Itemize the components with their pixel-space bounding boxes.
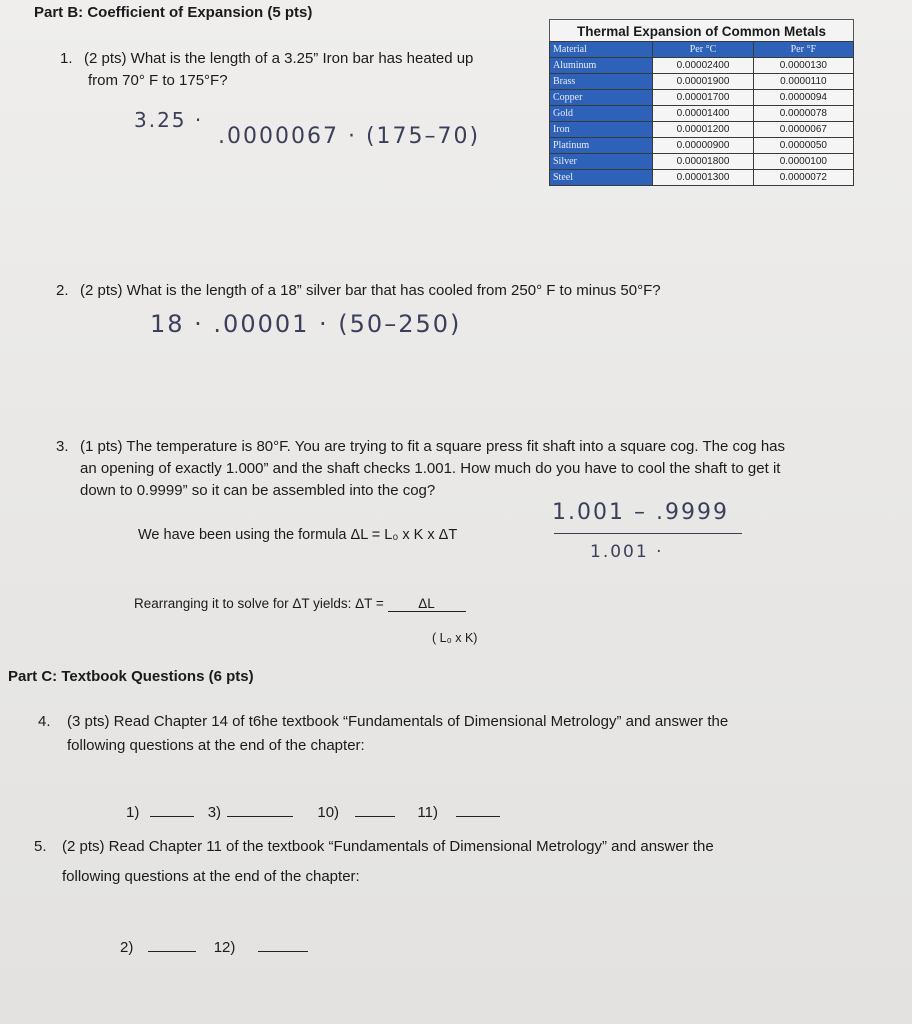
rearranging-denominator: ( L₀ x K) bbox=[432, 631, 478, 645]
table-row bbox=[550, 90, 854, 106]
handwriting-q1-length: 3.25 · bbox=[134, 108, 204, 132]
question-2 bbox=[56, 280, 661, 302]
table-title: Thermal Expansion of Common Metals bbox=[549, 19, 854, 41]
material-name: Iron bbox=[550, 122, 653, 138]
question-4-line1: (3 pts) Read Chapter 14 of t6he textbook “Fundamentals of Dimensional Metrology” and answer the bbox=[67, 713, 729, 730]
coef-per-c: 0.00001300 bbox=[653, 170, 753, 186]
table-header-row bbox=[550, 42, 854, 58]
question-5-line2: following questions at the end of the chapter: bbox=[62, 868, 360, 885]
coef-per-f: 0.0000100 bbox=[753, 154, 853, 170]
table-row bbox=[550, 138, 854, 154]
material-name: Silver bbox=[550, 154, 653, 170]
answer-blank-1[interactable] bbox=[150, 816, 194, 817]
coef-per-c: 0.00002400 bbox=[653, 58, 753, 74]
handwriting-q3-denominator: 1.001 · bbox=[590, 542, 664, 562]
rearranging-numerator: ΔL bbox=[418, 596, 435, 611]
coef-per-f: 0.0000110 bbox=[753, 74, 853, 90]
answer-label-1: 1) bbox=[126, 804, 140, 821]
header-per-c: Per °C bbox=[653, 42, 753, 58]
coef-per-f: 0.0000094 bbox=[753, 90, 853, 106]
thermal-expansion-table bbox=[549, 19, 854, 186]
part-b-heading: Part B: Coefficient of Expansion (5 pts) bbox=[34, 4, 313, 21]
coef-per-f: 0.0000072 bbox=[753, 170, 853, 186]
table-row bbox=[550, 170, 854, 186]
question-5-answers bbox=[120, 937, 308, 959]
coef-per-c: 0.00001400 bbox=[653, 106, 753, 122]
table-row bbox=[550, 58, 854, 74]
question-4-number: 4. bbox=[38, 713, 51, 730]
answer-label-10: 10) bbox=[317, 804, 340, 821]
question-5-number: 5. bbox=[34, 838, 47, 855]
metals-table bbox=[549, 41, 854, 186]
table-row bbox=[550, 106, 854, 122]
material-name: Gold bbox=[550, 106, 653, 122]
handwriting-q2-calc: 18 · .00001 · (50–250) bbox=[150, 310, 462, 338]
question-3-line3: down to 0.9999” so it can be assembled into the cog? bbox=[80, 482, 436, 499]
rearranging-text: Rearranging it to solve for ΔT yields: ΔT = bbox=[134, 596, 388, 611]
answer-label-12: 12) bbox=[213, 939, 236, 956]
header-per-f: Per °F bbox=[753, 42, 853, 58]
coef-per-f: 0.0000067 bbox=[753, 122, 853, 138]
coef-per-c: 0.00001200 bbox=[653, 122, 753, 138]
material-name: Aluminum bbox=[550, 58, 653, 74]
rearranging-line bbox=[134, 596, 466, 612]
delta-t-answer-blank[interactable] bbox=[388, 596, 466, 612]
material-name: Brass bbox=[550, 74, 653, 90]
question-1 bbox=[60, 48, 473, 70]
coef-per-c: 0.00001800 bbox=[653, 154, 753, 170]
answer-label-2: 2) bbox=[120, 939, 134, 956]
answer-label-3: 3) bbox=[207, 804, 222, 821]
material-name: Platinum bbox=[550, 138, 653, 154]
coef-per-c: 0.00001900 bbox=[653, 74, 753, 90]
answer-label-11: 11) bbox=[417, 804, 438, 821]
answer-blank-10[interactable] bbox=[355, 816, 395, 817]
answer-blank-2[interactable] bbox=[148, 951, 196, 952]
question-4-answers bbox=[126, 802, 500, 824]
question-3-line2: an opening of exactly 1.000” and the shaft checks 1.001. How much do you have to cool the shaft to get it bbox=[80, 460, 781, 477]
coef-per-f: 0.0000078 bbox=[753, 106, 853, 122]
handwriting-q1-calc: .0000067 · (175–70) bbox=[218, 124, 481, 149]
question-5-line1: (2 pts) Read Chapter 11 of the textbook “Fundamentals of Dimensional Metrology” and answer the bbox=[62, 838, 714, 855]
coef-per-f: 0.0000050 bbox=[753, 138, 853, 154]
question-1-line2: from 70° F to 175°F? bbox=[88, 72, 228, 89]
question-3-number: 3. bbox=[56, 438, 69, 455]
handwriting-fraction-bar bbox=[554, 533, 742, 534]
question-3-line1: (1 pts) The temperature is 80°F. You are trying to fit a square press fit shaft into a square cog. The cog has bbox=[80, 438, 785, 455]
table-row bbox=[550, 154, 854, 170]
question-2-number: 2. bbox=[56, 282, 69, 299]
question-4-line2: following questions at the end of the chapter: bbox=[67, 737, 365, 754]
handwriting-q3-numerator: 1.001 – .9999 bbox=[552, 500, 729, 525]
question-1-line1: (2 pts) What is the length of a 3.25” Iron bar has heated up bbox=[84, 50, 474, 67]
answer-blank-12[interactable] bbox=[258, 951, 308, 952]
part-c-heading: Part C: Textbook Questions (6 pts) bbox=[8, 668, 254, 685]
header-material: Material bbox=[550, 42, 653, 58]
coef-per-c: 0.00000900 bbox=[653, 138, 753, 154]
question-2-text: (2 pts) What is the length of a 18” silver bar that has cooled from 250° F to minus 50°F? bbox=[80, 282, 661, 299]
question-5 bbox=[34, 836, 714, 858]
coef-per-c: 0.00001700 bbox=[653, 90, 753, 106]
question-3 bbox=[56, 436, 785, 458]
table-row bbox=[550, 122, 854, 138]
answer-blank-11[interactable] bbox=[456, 816, 500, 817]
formula-text: We have been using the formula ΔL = L₀ x K x ΔT bbox=[138, 527, 458, 543]
answer-blank-3[interactable] bbox=[227, 816, 293, 817]
coef-per-f: 0.0000130 bbox=[753, 58, 853, 74]
question-4 bbox=[38, 711, 728, 733]
table-row bbox=[550, 74, 854, 90]
material-name: Steel bbox=[550, 170, 653, 186]
question-1-number: 1. bbox=[60, 50, 73, 67]
material-name: Copper bbox=[550, 90, 653, 106]
